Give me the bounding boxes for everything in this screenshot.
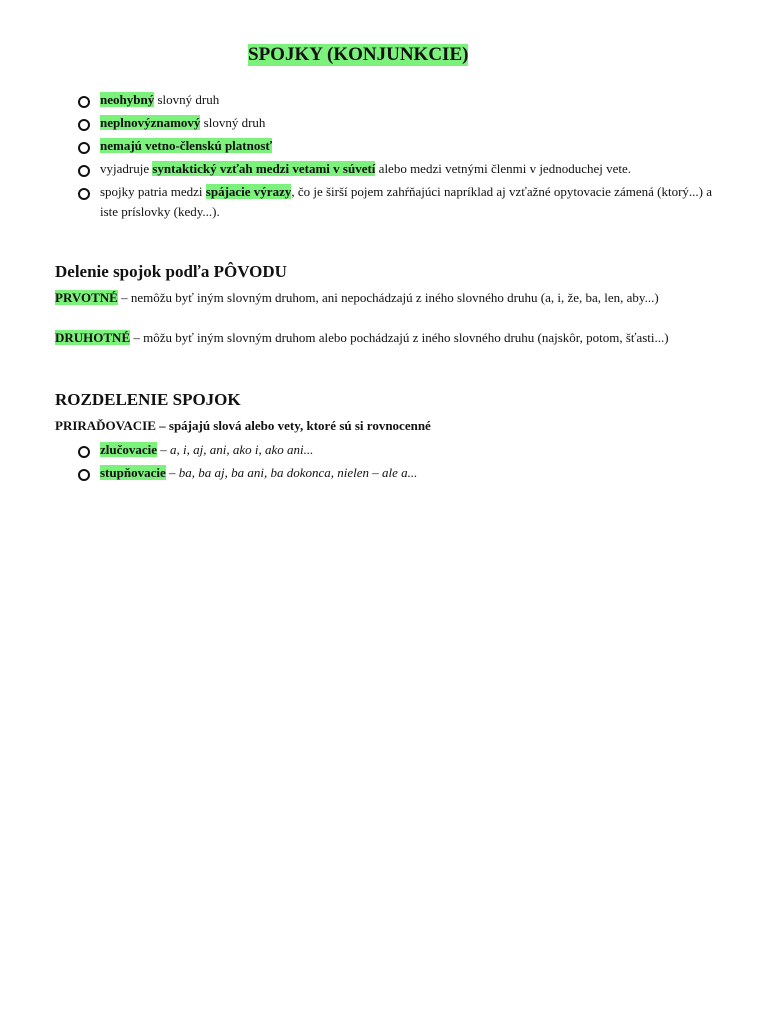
coordinating-heading: PRIRAĎOVACIE – spájajú slová alebo vety, ktoré sú si rovnocenné: [55, 418, 431, 433]
bullet-icon: [78, 469, 90, 481]
division-heading: ROZDELENIE SPOJOK: [55, 390, 241, 409]
list-item: neplnovýznamový slovný druh: [78, 113, 716, 133]
bullet-icon: [78, 142, 90, 154]
list-item: zlučovacie – a, i, aj, ani, ako i, ako ani...: [78, 440, 716, 460]
list-item: vyjadruje syntaktický vzťah medzi vetami v súvetí alebo medzi vetnými členmi v jednoduchej vete.: [78, 159, 716, 179]
bullet-icon: [78, 165, 90, 177]
bullet-icon: [78, 446, 90, 458]
list-item: spojky patria medzi spájacie výrazy, čo je širší pojem zahŕňajúci napríklad aj vzťažné opytovacie zámená (ktorý...) a iste príslovky (kedy...).: [78, 182, 716, 222]
origin-heading: Delenie spojok podľa PÔVODU: [55, 262, 287, 281]
coordinating-list: [78, 440, 716, 486]
bullet-icon: [78, 188, 90, 200]
list-item: neohybný slovný druh: [78, 90, 716, 110]
list-item: stupňovacie – ba, ba aj, ba ani, ba dokonca, nielen – ale a...: [78, 463, 716, 483]
list-item: nemajú vetno-členskú platnosť: [78, 136, 716, 156]
origin-primary: PRVOTNÉ – nemôžu byť iným slovným druhom, ani nepochádzajú z iného slovného druhu (a, i, že, ba, len, aby...): [55, 290, 659, 305]
bullet-icon: [78, 119, 90, 131]
page-title: SPOJKY (KONJUNKCIE): [248, 44, 469, 65]
property-list: [78, 90, 716, 225]
origin-secondary: DRUHOTNÉ – môžu byť iným slovným druhom alebo pochádzajú z iného slovného druhu (najskôr, potom, šťasti...): [55, 330, 669, 345]
bullet-icon: [78, 96, 90, 108]
